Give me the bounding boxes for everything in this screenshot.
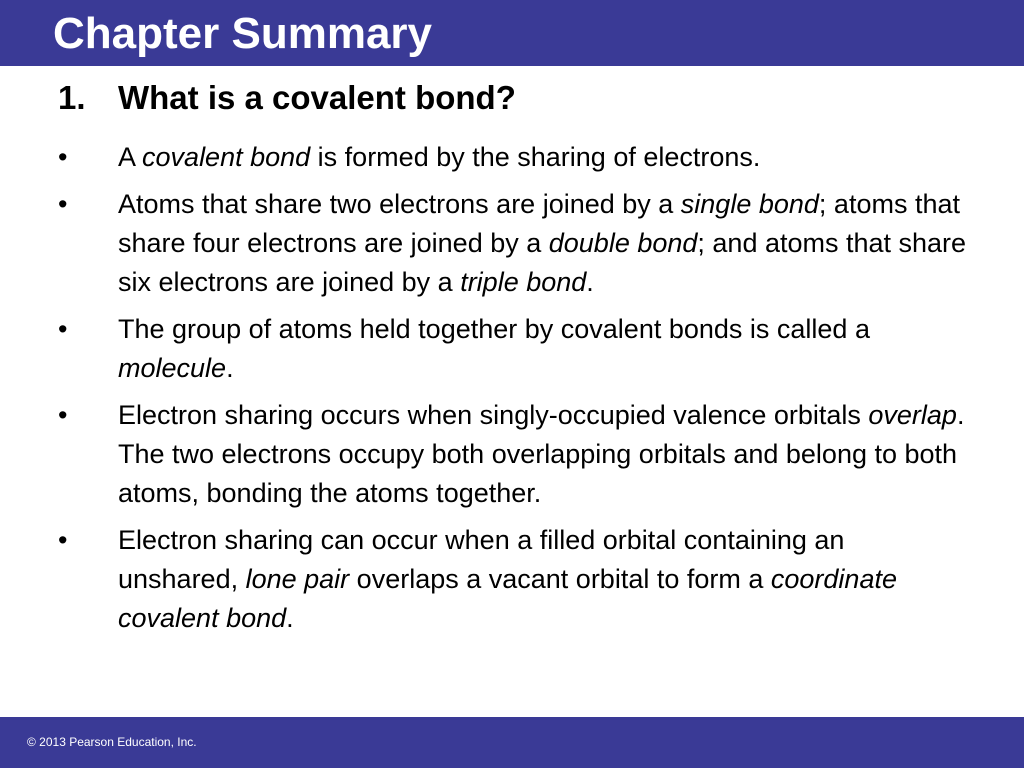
bullet-text: . — [286, 603, 294, 633]
bullet-item — [58, 396, 968, 513]
bullet-term: lone pair — [245, 564, 350, 594]
footer-bar — [0, 717, 1024, 768]
bullet-term: molecule — [118, 353, 227, 383]
bullet-text: . — [226, 353, 234, 383]
bullet-dot: • — [58, 314, 68, 344]
section-number: 1. — [58, 79, 86, 116]
bullet-term: covalent bond — [142, 142, 311, 172]
bullet-text: Electron sharing can occur when a filled orbital containing an unshared, — [118, 525, 845, 594]
bullet-text: Atoms that share two electrons are joined by a — [118, 189, 681, 219]
bullet-item — [58, 310, 968, 388]
bullet-text: overlaps a vacant orbital to form a — [349, 564, 771, 594]
bullet-dot: • — [58, 400, 68, 430]
slide-title: Chapter Summary — [53, 9, 433, 58]
section-question: What is a covalent bond? — [118, 79, 516, 116]
bullet-dot: • — [58, 189, 68, 219]
bullet-text: is formed by the sharing of electrons. — [310, 142, 761, 172]
bullet-dot: • — [58, 142, 68, 172]
bullet-dot: • — [58, 525, 68, 555]
bullet-item — [58, 521, 968, 638]
bullet-term: triple bond — [460, 267, 587, 297]
bullet-text: A — [118, 142, 143, 172]
bullet-text: . The two electrons occupy both overlapping orbitals and belong to both atoms, bonding the atoms together. — [118, 400, 965, 508]
bullet-text: The group of atoms held together by covalent bonds is called a — [118, 314, 870, 344]
bullet-term: double bond — [548, 228, 698, 258]
bullet-text: ; atoms that share four electrons are joined by a — [118, 189, 960, 258]
bullet-text: ; and atoms that share six electrons are joined by a — [118, 228, 967, 297]
section-heading — [58, 78, 516, 118]
bullet-term: overlap — [868, 400, 957, 430]
bullet-text: . — [586, 267, 594, 297]
copyright-notice: © 2013 Pearson Education, Inc. — [27, 735, 197, 749]
bullet-item — [58, 138, 968, 177]
bullet-list — [58, 138, 968, 646]
bullet-item — [58, 185, 968, 302]
bullet-term: coordinate covalent bond — [118, 564, 897, 633]
title-bar — [0, 0, 1024, 66]
bullet-term: single bond — [680, 189, 819, 219]
bullet-text: Electron sharing occurs when singly-occupied valence orbitals — [118, 400, 869, 430]
